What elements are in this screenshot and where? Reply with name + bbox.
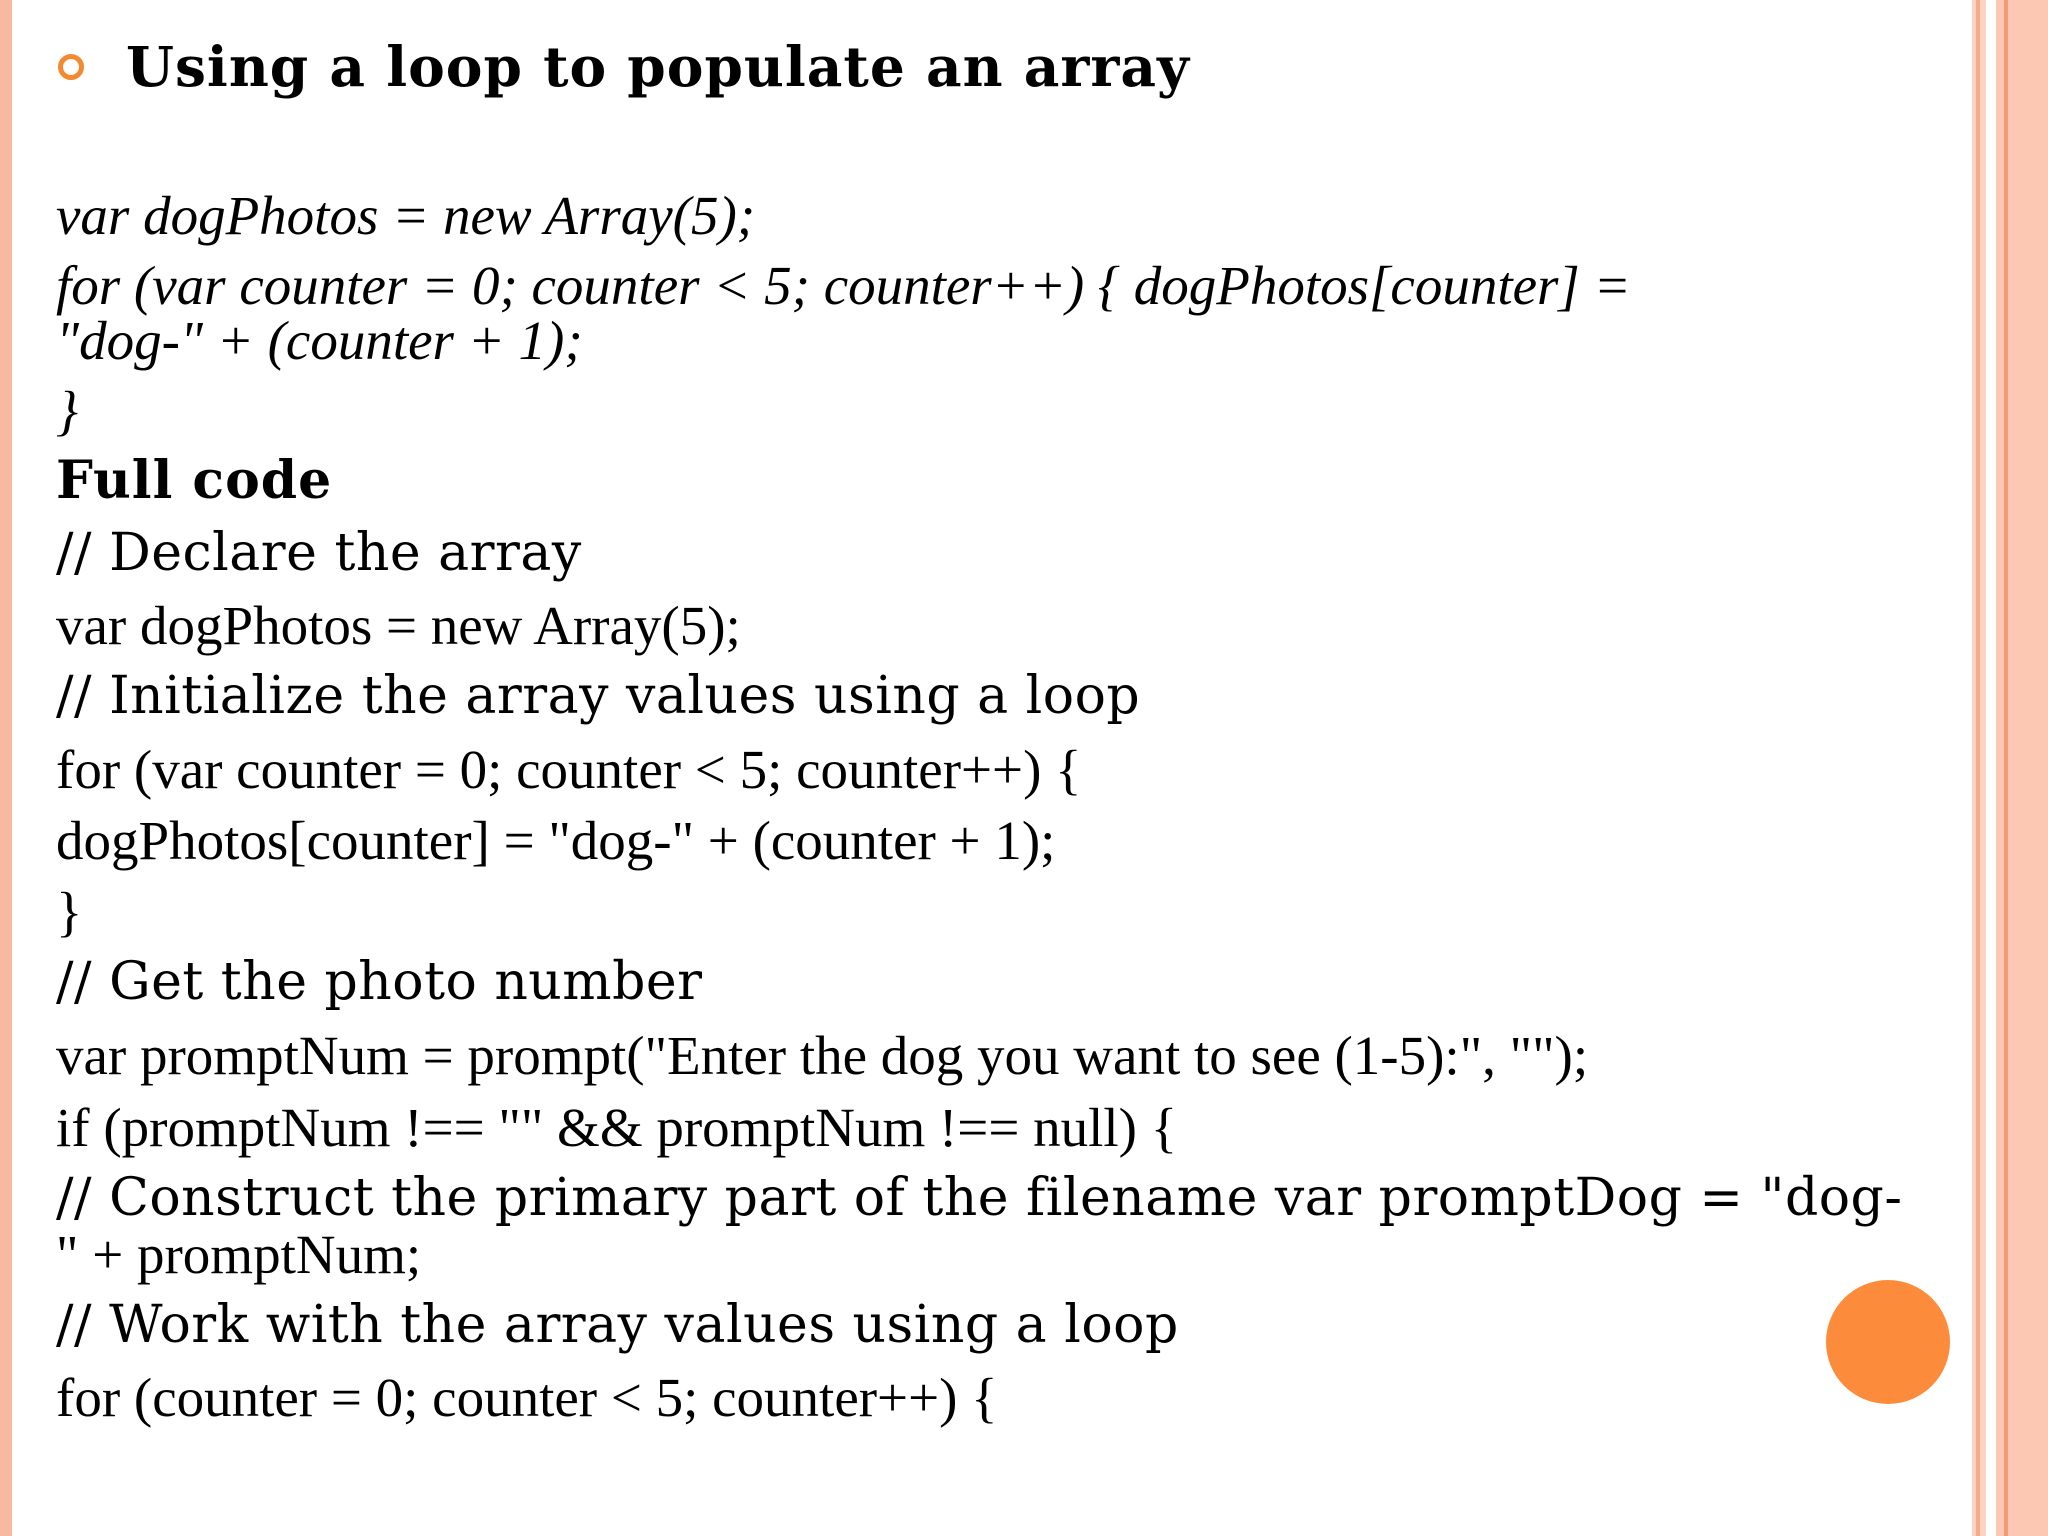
- intro-code-line-4: }: [56, 380, 78, 441]
- full-code-heading: Full code: [56, 450, 333, 511]
- right-border-gap: [1966, 0, 1972, 1536]
- intro-code-line-1: var dogPhotos = new Array(5);: [56, 185, 756, 246]
- orange-circle-decoration: [1826, 1280, 1950, 1404]
- code-line-12: // Work with the array values using a loop: [56, 1295, 1179, 1355]
- right-border-gap-2: [1986, 0, 1996, 1536]
- left-border-stripe: [0, 0, 12, 1536]
- code-line-2: var dogPhotos = new Array(5);: [56, 595, 741, 656]
- code-line-11: " + promptNum;: [56, 1224, 422, 1285]
- code-line-4: for (var counter = 0; counter < 5; counter++) {: [56, 739, 1082, 800]
- title-row: [58, 34, 1190, 99]
- code-line-7: // Get the photo number: [56, 952, 703, 1012]
- code-line-9: if (promptNum !== "" && promptNum !== null) {: [56, 1097, 1178, 1158]
- code-line-5: dogPhotos[counter] = "dog-" + (counter + 1);: [56, 810, 1056, 871]
- code-line-6: }: [56, 881, 83, 942]
- code-line-1: // Declare the array: [56, 523, 582, 583]
- slide-title: Using a loop to populate an array: [126, 34, 1190, 99]
- right-border-line: [1976, 0, 1980, 1536]
- code-line-8: var promptNum = prompt("Enter the dog you want to see (1-5):", "");: [56, 1025, 1589, 1086]
- circle-bullet-icon: [58, 54, 84, 80]
- code-line-3: // Initialize the array values using a loop: [56, 666, 1141, 726]
- code-line-13: for (counter = 0; counter < 5; counter++) {: [56, 1367, 998, 1428]
- intro-code-line-3: "dog-" + (counter + 1);: [56, 310, 583, 371]
- right-border-inner-line: [2004, 0, 2008, 1536]
- code-line-10: // Construct the primary part of the filename var promptDog = "dog-: [56, 1168, 1903, 1228]
- intro-code-line-2: for (var counter = 0; counter < 5; counter++) { dogPhotos[counter] =: [56, 255, 1631, 316]
